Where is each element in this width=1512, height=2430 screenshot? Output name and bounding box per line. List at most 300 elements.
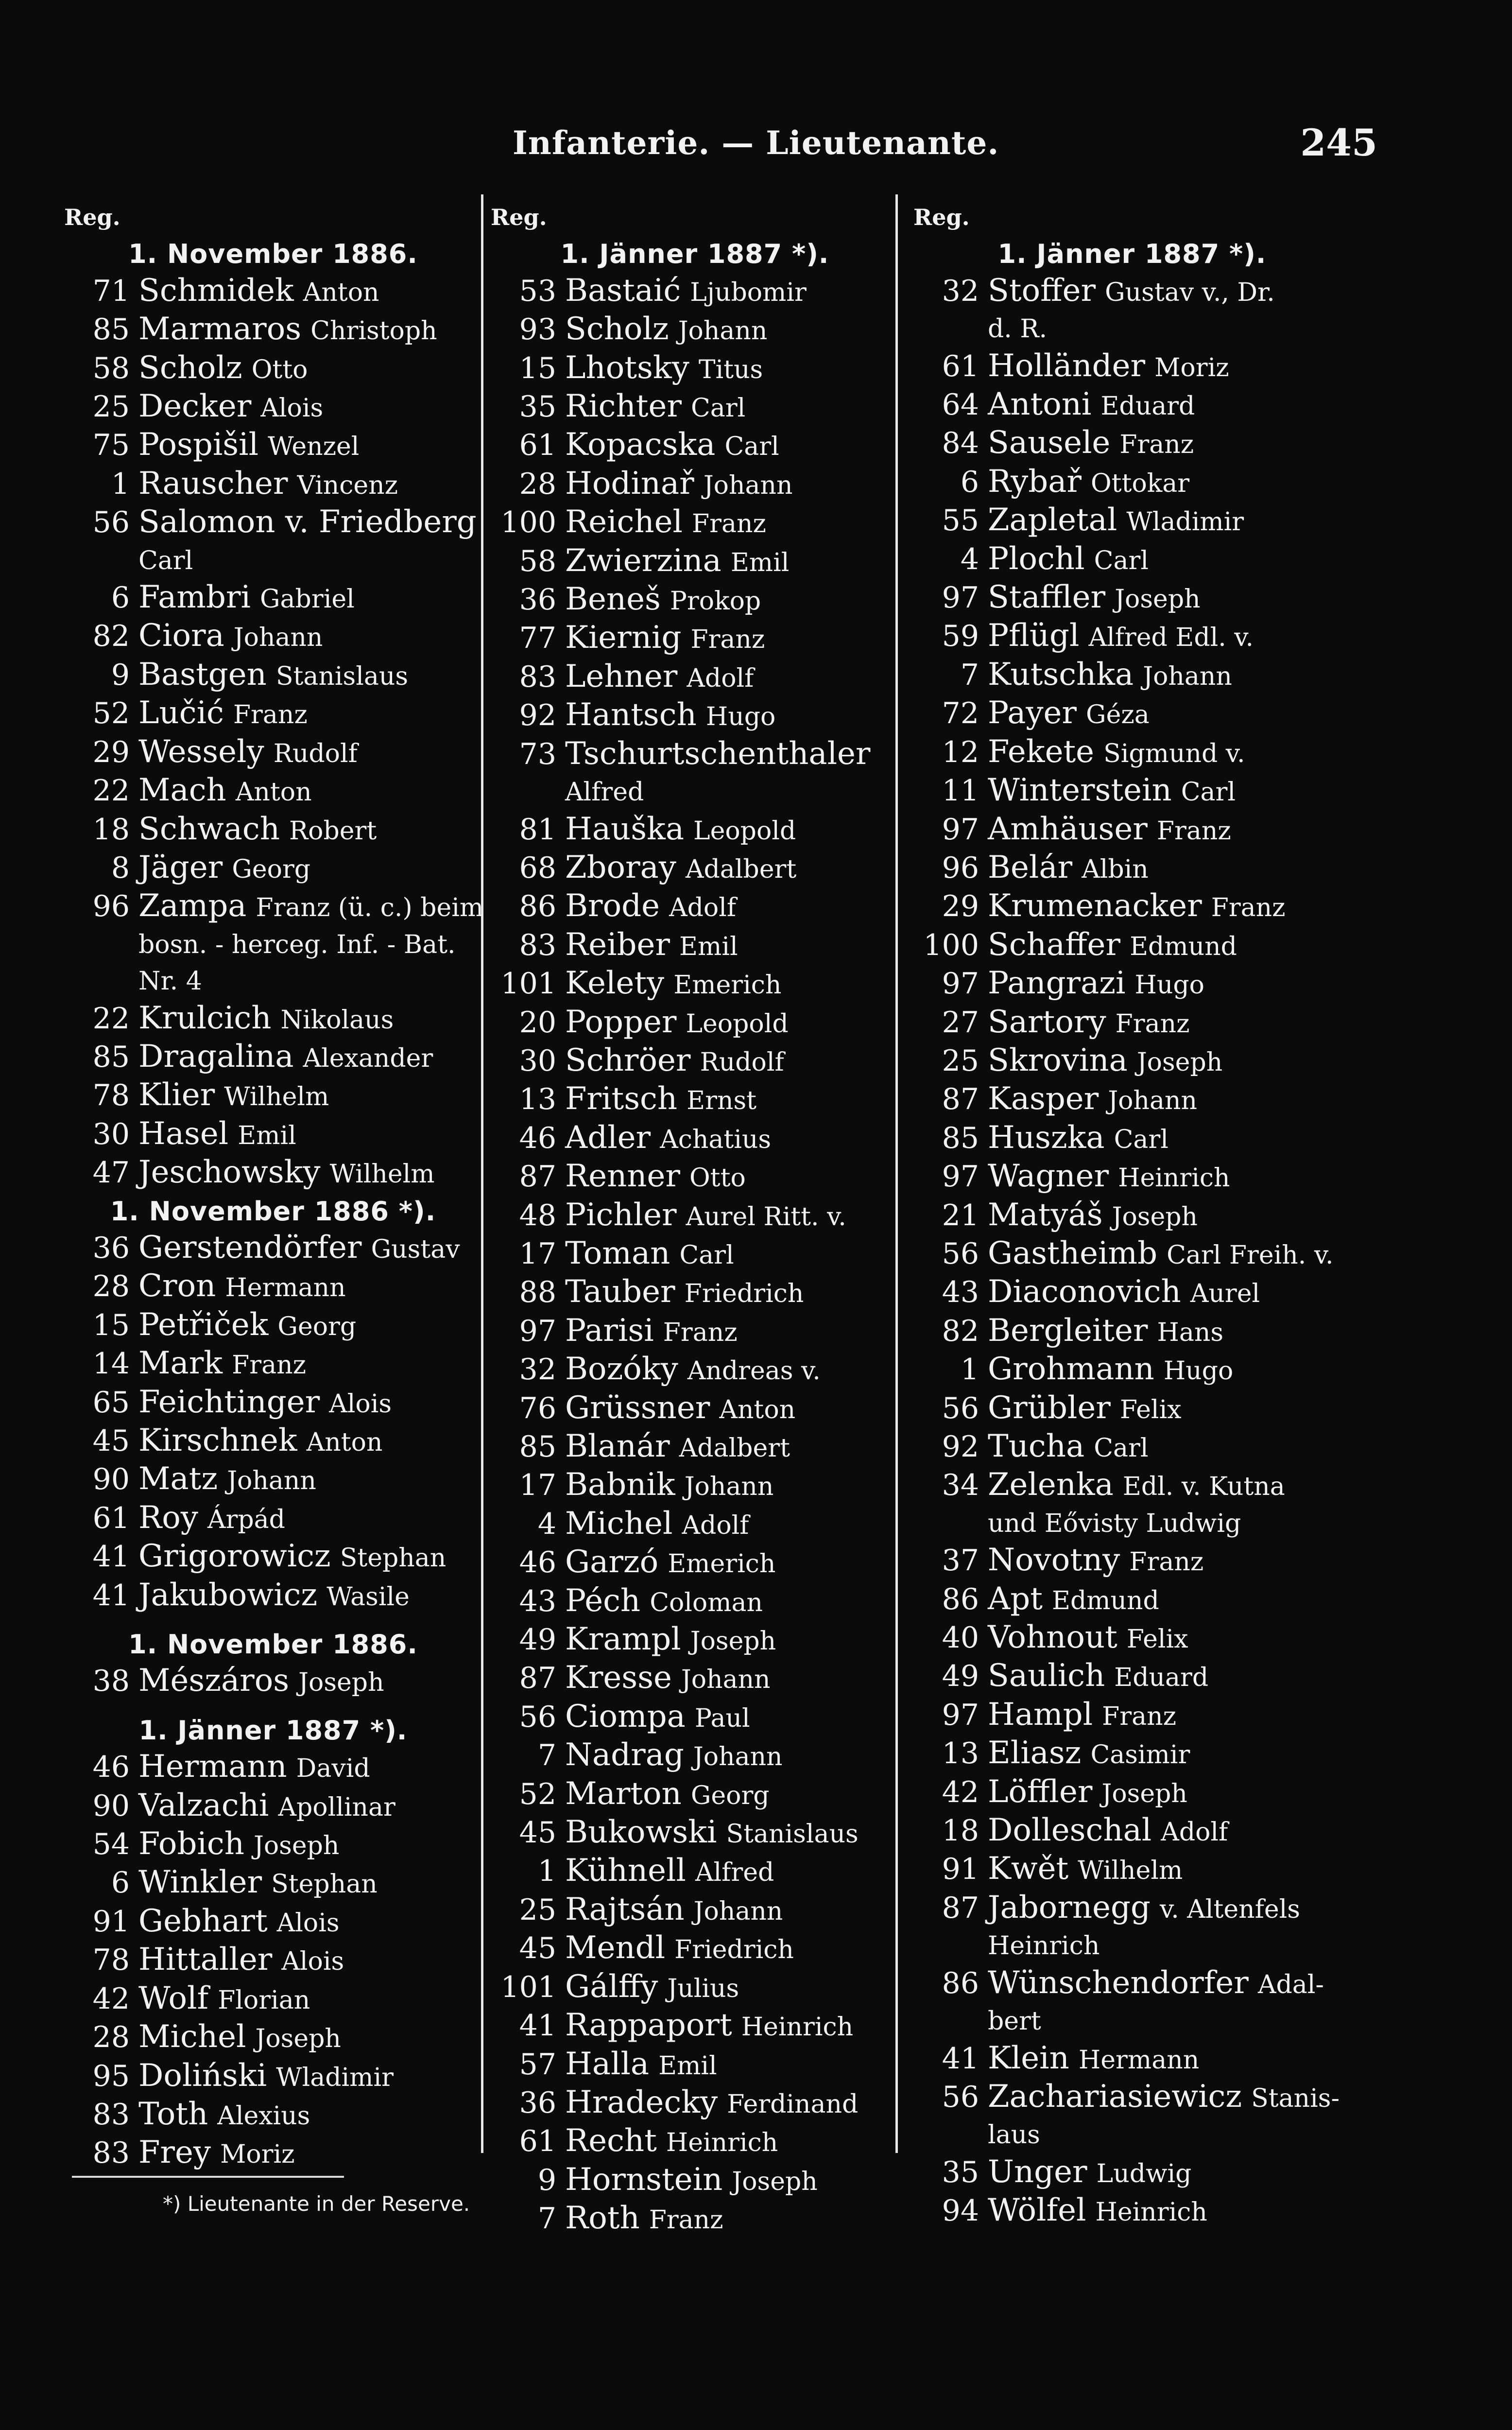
list-item <box>913 579 1351 618</box>
given-name: Joseph <box>1115 585 1201 614</box>
regiment-number: 20 <box>519 1005 556 1040</box>
given-name: David <box>296 1754 370 1784</box>
entry-continuation: Nr. 4 <box>138 967 202 996</box>
date-heading: 1. November 1886 *). <box>110 1196 436 1227</box>
list-item <box>491 1506 899 1544</box>
list-item <box>491 1235 899 1274</box>
given-name: Emerich <box>673 971 782 1000</box>
surname: Pangrazi <box>988 965 1126 1002</box>
given-name: Joseph <box>1112 1202 1198 1232</box>
given-name: Prokop <box>670 587 761 616</box>
regiment-number: 45 <box>92 1424 130 1458</box>
given-name: Ottokar <box>1091 469 1190 498</box>
given-name: Franz <box>663 1318 738 1347</box>
given-name: Ernst <box>687 1086 757 1116</box>
regiment-number: 101 <box>500 967 556 1001</box>
list-item <box>913 1042 1351 1081</box>
surname: Dragalina <box>138 1038 294 1075</box>
list-item <box>913 1120 1351 1158</box>
given-name: Emil <box>238 1121 296 1150</box>
given-name: Joseph <box>1136 1047 1223 1077</box>
column-2 <box>491 199 899 2239</box>
given-name: Franz <box>232 1351 306 1380</box>
regiment-number: 28 <box>519 467 556 501</box>
given-name: Johann <box>1143 661 1232 691</box>
given-name: Franz <box>1119 430 1194 460</box>
column-3 <box>913 199 1351 2231</box>
surname: Mendl <box>565 1930 666 1966</box>
given-name: Franz <box>1102 1701 1176 1731</box>
surname: Cron <box>138 1268 216 1304</box>
given-name: Franz <box>233 700 308 730</box>
regiment-number: 93 <box>519 312 556 347</box>
entry-continuation: d. R. <box>988 314 1048 344</box>
given-name: Adolf <box>1161 1818 1228 1847</box>
given-name: Alois <box>260 394 324 423</box>
given-name: Apollinar <box>278 1792 395 1822</box>
surname: Rybař <box>988 463 1082 500</box>
list-item <box>913 273 1351 311</box>
spacer <box>64 1615 482 1626</box>
list-item <box>491 1428 899 1467</box>
regiment-number: 11 <box>942 774 979 808</box>
given-name: Emerich <box>668 1549 776 1579</box>
list-item <box>491 927 899 965</box>
surname: Skrovina <box>988 1042 1128 1078</box>
surname: Hittaller <box>138 1942 273 1978</box>
regiment-number: 85 <box>92 312 130 347</box>
list-item <box>913 1774 1351 1812</box>
surname: Fritsch <box>565 1081 678 1117</box>
surname: Wünschendorfer <box>988 1964 1249 2001</box>
regiment-number: 83 <box>92 2097 130 2132</box>
regiment-number: 46 <box>92 1750 130 1785</box>
surname: Kasper <box>988 1081 1099 1117</box>
surname: Saulich <box>988 1658 1105 1694</box>
surname: Stoffer <box>988 272 1096 309</box>
given-name: Aurel <box>1190 1279 1260 1309</box>
surname: Sartory <box>988 1004 1106 1040</box>
surname: Tucha <box>988 1428 1085 1464</box>
surname: Brode <box>565 888 660 924</box>
list-item <box>64 850 482 888</box>
regiment-number: 61 <box>92 1501 130 1535</box>
surname: Marmaros <box>138 311 302 347</box>
list-item <box>491 581 899 620</box>
list-item <box>491 388 899 427</box>
given-name: Robert <box>289 816 377 846</box>
regiment-number: 91 <box>942 1852 979 1887</box>
regiment-number: 25 <box>92 390 130 424</box>
regiment-number: 85 <box>519 1430 556 1464</box>
regiment-number: 61 <box>519 2124 556 2159</box>
regiment-number: 61 <box>519 428 556 463</box>
page-number: 245 <box>1300 121 1377 164</box>
reg-label: Reg. <box>64 204 120 230</box>
surname: Wessely <box>138 733 264 770</box>
regiment-number: 86 <box>942 1966 979 2000</box>
list-item <box>913 850 1351 888</box>
regiment-number: 76 <box>519 1391 556 1425</box>
regiment-number: 52 <box>519 1777 556 1811</box>
list-item <box>491 1081 899 1119</box>
given-name: Sigmund v. <box>1103 739 1245 768</box>
regiment-number: 29 <box>942 889 979 924</box>
list-item <box>491 1467 899 1505</box>
given-name: Wasile <box>326 1582 410 1612</box>
given-name: Stephan <box>340 1544 447 1573</box>
surname: Matz <box>138 1461 218 1497</box>
surname: Renner <box>565 1158 680 1195</box>
surname: Bozóky <box>565 1351 678 1388</box>
surname: Jäger <box>138 849 223 885</box>
list-item <box>64 1077 482 1115</box>
list-item <box>491 1930 899 1968</box>
surname: Kirschnek <box>138 1423 297 1458</box>
list-item <box>491 888 899 926</box>
given-name: Heinrich <box>741 2013 854 2042</box>
list-item <box>64 734 482 772</box>
list-item <box>64 1864 482 1903</box>
surname: Kiernig <box>565 620 682 656</box>
given-name: Joseph <box>1101 1779 1187 1808</box>
given-name: Carl <box>679 1240 734 1270</box>
surname: Roth <box>565 2200 640 2237</box>
regiment-number: 56 <box>942 2080 979 2114</box>
list-item <box>491 350 899 388</box>
surname: Zapletal <box>988 502 1117 538</box>
surname: Recht <box>565 2123 657 2159</box>
given-name: Anton <box>719 1395 796 1424</box>
list-item <box>913 1812 1351 1851</box>
list-item <box>913 1890 1351 1928</box>
surname: Jabornegg <box>988 1889 1151 1926</box>
regiment-number: 54 <box>92 1827 130 1862</box>
list-item <box>913 1274 1351 1312</box>
list-item <box>913 541 1351 579</box>
entry-continuation: Alfred <box>565 778 644 807</box>
surname: Eliasz <box>988 1735 1082 1771</box>
surname: Winterstein <box>988 772 1172 809</box>
given-name: Wladimir <box>276 2063 394 2092</box>
list-item <box>64 466 482 504</box>
surname: Péch <box>565 1582 641 1619</box>
regiment-number: 87 <box>519 1661 556 1696</box>
surname: Hodinař <box>565 465 694 502</box>
regiment-number: 32 <box>519 1353 556 1387</box>
regiment-number: 81 <box>519 812 556 847</box>
given-name: Casimir <box>1090 1740 1190 1770</box>
given-name: Franz <box>1129 1547 1204 1577</box>
surname: Doliński <box>138 2057 267 2094</box>
entry-continuation: Heinrich <box>988 1931 1100 1961</box>
list-item <box>64 1577 482 1615</box>
reg-label: Reg. <box>491 204 547 230</box>
entry-continuation: und Eővisty Ludwig <box>988 1509 1241 1538</box>
list-item <box>491 427 899 465</box>
regiment-number: 56 <box>942 1236 979 1271</box>
regiment-number: 56 <box>942 1391 979 1425</box>
regiment-number: 35 <box>519 390 556 424</box>
regiment-number: 88 <box>519 1275 556 1310</box>
surname: Grübler <box>988 1389 1111 1426</box>
surname: Rappaport <box>565 2007 732 2044</box>
regiment-number: 32 <box>942 274 979 308</box>
surname: Krumenacker <box>988 888 1202 924</box>
given-name: Otto <box>251 355 308 384</box>
regiment-number: 6 <box>111 581 130 615</box>
regiment-number: 4 <box>960 542 979 576</box>
given-name: Adolf <box>682 1510 749 1540</box>
regiment-number: 52 <box>92 696 130 731</box>
given-name: Anton <box>306 1428 383 1457</box>
given-name: Alois <box>281 1947 344 1977</box>
list-item <box>64 1230 482 1268</box>
given-name: Joseph <box>255 2024 341 2054</box>
list-item <box>64 1788 482 1826</box>
given-name: Adalbert <box>679 1434 790 1463</box>
surname: Bastaić <box>565 272 681 309</box>
surname: Schröer <box>565 1042 691 1078</box>
list-item <box>64 2058 482 2096</box>
given-name: Rudolf <box>273 739 358 768</box>
list-item <box>491 2162 899 2200</box>
given-name: Franz <box>1156 816 1231 846</box>
given-name: Franz <box>692 509 766 539</box>
regiment-number: 21 <box>942 1198 979 1232</box>
regiment-number: 61 <box>942 349 979 383</box>
regiment-number: 65 <box>92 1385 130 1420</box>
list-item <box>64 1384 482 1423</box>
surname: Grigorowicz <box>138 1538 331 1575</box>
surname: Schaffer <box>988 926 1120 963</box>
given-name: Wilhelm <box>329 1160 435 1189</box>
list-item <box>913 1158 1351 1197</box>
surname: Hantsch <box>565 697 697 733</box>
regiment-number: 87 <box>942 1891 979 1925</box>
regiment-number: 13 <box>519 1082 556 1117</box>
list-item <box>64 618 482 656</box>
given-name: Carl <box>1094 1434 1149 1463</box>
regiment-number: 83 <box>519 660 556 694</box>
running-title: Infanterie. — Lieutenante. <box>513 124 999 162</box>
regiment-number: 58 <box>519 544 556 578</box>
surname: Popper <box>565 1004 677 1040</box>
regiment-number: 4 <box>537 1507 556 1541</box>
surname: Löffler <box>988 1773 1093 1810</box>
list-item <box>64 888 482 926</box>
list-item <box>491 1776 899 1814</box>
surname: Novotny <box>988 1542 1120 1579</box>
list-item <box>491 2123 899 2161</box>
surname: Reiber <box>565 926 670 963</box>
regiment-number: 77 <box>519 621 556 656</box>
list-item <box>491 1390 899 1428</box>
surname: Adler <box>565 1119 651 1156</box>
list-item <box>491 659 899 697</box>
surname: Antoni <box>988 386 1092 423</box>
given-name: Stanislaus <box>275 661 409 691</box>
surname: Lhotsky <box>565 349 689 386</box>
regiment-number: 87 <box>942 1082 979 1117</box>
surname: Frey <box>138 2135 211 2171</box>
list-item <box>64 1749 482 1787</box>
list-item <box>64 579 482 618</box>
surname: Mészáros <box>138 1663 290 1699</box>
list-item <box>64 1423 482 1461</box>
list-item <box>64 2135 482 2173</box>
regiment-number: 15 <box>519 351 556 385</box>
given-name: Hugo <box>1163 1356 1234 1386</box>
surname: Michel <box>565 1505 673 1542</box>
surname: Babnik <box>565 1467 675 1503</box>
regiment-number: 73 <box>519 737 556 771</box>
list-item <box>491 620 899 658</box>
given-name: Anton <box>303 278 379 307</box>
surname: Dolleschal <box>988 1812 1152 1849</box>
surname: Kühnell <box>565 1853 686 1889</box>
entry-continuation: laus <box>988 2120 1040 2150</box>
list-item <box>64 1461 482 1499</box>
list-item <box>491 466 899 504</box>
list-item <box>64 657 482 695</box>
list-item <box>64 772 482 811</box>
list-item <box>64 1154 482 1193</box>
surname: Wölfel <box>988 2192 1086 2229</box>
date-heading: 1. November 1886. <box>128 1629 418 1660</box>
surname: Holländer <box>988 347 1146 384</box>
given-name: Leopold <box>686 1009 789 1039</box>
list-item <box>491 504 899 542</box>
surname: Wolf <box>138 1980 209 2016</box>
regiment-number: 18 <box>942 1814 979 1848</box>
surname: Fambri <box>138 579 251 616</box>
surname: Marton <box>565 1775 682 1812</box>
list-item <box>913 1965 1351 2003</box>
surname: Richter <box>565 388 682 425</box>
given-name: Johann <box>678 316 768 346</box>
regiment-number: 36 <box>519 583 556 617</box>
regiment-number: 37 <box>942 1544 979 1578</box>
given-name: Carl <box>1094 546 1149 575</box>
surname: Zwierzina <box>565 542 722 579</box>
regiment-number: 97 <box>942 1160 979 1194</box>
given-name: Stanis- <box>1251 2083 1340 2113</box>
regiment-number: 92 <box>942 1430 979 1464</box>
regiment-number: 9 <box>111 658 130 692</box>
list-item <box>64 1307 482 1345</box>
given-name: Edl. v. Kutna <box>1122 1472 1285 1502</box>
given-name: Hermann <box>225 1273 346 1303</box>
regiment-number: 13 <box>942 1736 979 1771</box>
regiment-number: 7 <box>537 1738 556 1773</box>
regiment-number: 38 <box>92 1664 130 1699</box>
list-item <box>64 1942 482 1980</box>
given-name: Wilhelm <box>1078 1856 1183 1886</box>
regiment-number: 30 <box>519 1043 556 1078</box>
regiment-number: 90 <box>92 1462 130 1497</box>
surname: Lučić <box>138 695 224 731</box>
surname: Michel <box>138 2019 246 2055</box>
list-item <box>913 888 1351 926</box>
spacer <box>64 1701 482 1712</box>
regiment-number: 34 <box>942 1468 979 1503</box>
regiment-number: 41 <box>519 2009 556 2043</box>
list-item <box>64 2019 482 2057</box>
regiment-number: 95 <box>92 2059 130 2093</box>
given-name: Johann <box>693 1896 783 1926</box>
surname: Huszka <box>988 1119 1105 1156</box>
given-name: Florian <box>218 1985 310 2015</box>
regiment-number: 41 <box>92 1578 130 1613</box>
surname: Kopacska <box>565 427 716 463</box>
surname: Krulcich <box>138 1000 272 1036</box>
given-name: Paul <box>694 1703 750 1733</box>
regiment-number: 97 <box>942 1698 979 1732</box>
regiment-number: 35 <box>942 2155 979 2189</box>
list-item <box>64 504 482 542</box>
regiment-number: 92 <box>519 698 556 733</box>
surname: Amhäuser <box>988 811 1148 847</box>
regiment-number: 75 <box>92 428 130 463</box>
given-name: Gabriel <box>260 585 355 614</box>
given-name: Adal- <box>1257 1970 1324 1999</box>
given-name: Johann <box>684 1472 774 1502</box>
given-name: Joseph <box>690 1627 776 1656</box>
surname: Tauber <box>565 1274 675 1310</box>
given-name: Heinrich <box>1095 2198 1207 2227</box>
list-item <box>64 388 482 427</box>
regiment-number: 47 <box>92 1156 130 1190</box>
surname: Belár <box>988 849 1073 885</box>
given-name: Carl <box>690 394 746 423</box>
given-name: Titus <box>698 355 763 384</box>
list-item <box>64 1268 482 1306</box>
list-item <box>913 386 1351 425</box>
list-item <box>491 850 899 888</box>
list-item <box>491 1892 899 1930</box>
regiment-number: 29 <box>92 735 130 769</box>
list-item <box>913 1542 1351 1580</box>
given-name: Hermann <box>1078 2045 1200 2075</box>
given-name: Wilhelm <box>224 1082 329 1112</box>
surname: Bastgen <box>138 656 267 693</box>
surname: Schwach <box>138 811 280 847</box>
surname: Decker <box>138 388 252 425</box>
list-item <box>491 2084 899 2123</box>
surname: Grohmann <box>988 1351 1154 1388</box>
given-name: Carl <box>1181 778 1236 807</box>
regiment-number: 97 <box>942 581 979 615</box>
list-item <box>913 1390 1351 1428</box>
regiment-number: 36 <box>519 2085 556 2120</box>
regiment-number: 22 <box>92 1001 130 1036</box>
list-item <box>491 1313 899 1351</box>
given-name: Nikolaus <box>280 1005 394 1035</box>
given-name: Alfred <box>695 1858 774 1888</box>
given-name: Géza <box>1086 700 1150 730</box>
given-name: Johann <box>233 623 323 653</box>
surname: Fekete <box>988 733 1095 770</box>
surname: Hermann <box>138 1749 287 1785</box>
given-name: Eduard <box>1114 1663 1209 1693</box>
given-name: Franz <box>690 625 765 655</box>
surname: Jeschowsky <box>138 1154 321 1191</box>
given-name: Eduard <box>1100 392 1195 421</box>
surname: Schmidek <box>138 272 294 309</box>
given-name: Adolf <box>669 893 737 923</box>
given-name: Achatius <box>660 1125 772 1154</box>
